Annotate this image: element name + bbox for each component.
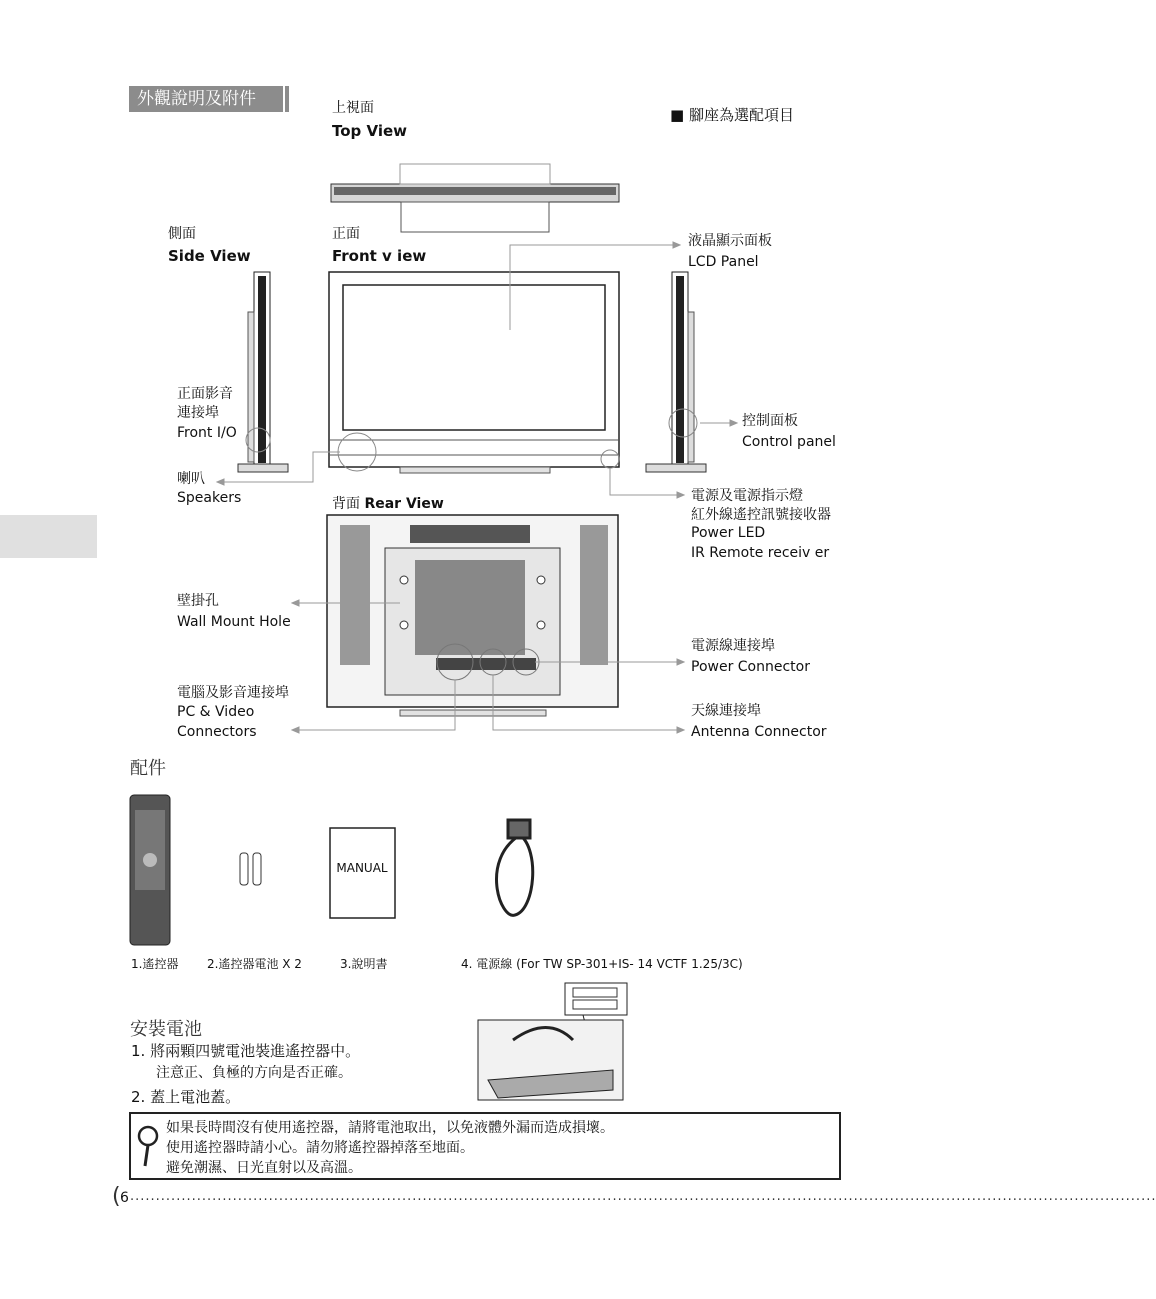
front-view-illustration xyxy=(329,272,619,473)
front-io-label-en: Front I/O xyxy=(177,425,237,441)
power-cord-icon xyxy=(497,820,533,915)
control-panel-label-zh: 控制面板 xyxy=(742,413,798,429)
accessories-illustration xyxy=(120,790,560,950)
battery-step-1: 1. 將兩顆四號電池裝進遙控器中。 xyxy=(131,1042,361,1060)
pc-video-label-zh: 電腦及影音連接埠 xyxy=(177,685,289,701)
magnifier-icon xyxy=(135,1124,161,1170)
lcd-panel-label-zh: 液晶顯示面板 xyxy=(688,233,772,249)
rear-view-illustration xyxy=(327,515,618,716)
top-view-label-en: Top View xyxy=(332,122,408,140)
power-led-label-zh2: 紅外線遙控訊號接收器 xyxy=(691,507,831,523)
side-view-label-en: Side View xyxy=(168,247,251,265)
lcd-panel-label-en: LCD Panel xyxy=(688,254,759,270)
option-note: ■ 腳座為選配項目 xyxy=(670,106,794,124)
battery-install-illustration xyxy=(478,980,628,1102)
front-io-label-zh2: 連接埠 xyxy=(177,405,219,421)
side-view-label-zh: 側面 xyxy=(168,226,196,242)
side-view-right-illustration xyxy=(646,272,706,472)
accessory-item-manual: 3.說明書 xyxy=(340,957,388,971)
front-io-label-zh1: 正面影音 xyxy=(177,386,233,402)
front-view-label-zh: 正面 xyxy=(332,226,360,242)
section-title: 外觀說明及附件 xyxy=(129,86,283,112)
speakers-label-zh: 喇叭 xyxy=(177,471,205,487)
warning-line-2: 使用遙控器時請小心。請勿將遙控器掉落至地面。 xyxy=(166,1140,474,1156)
control-panel-label-en: Control panel xyxy=(742,434,836,450)
wall-mount-label-zh: 壁掛孔 xyxy=(177,593,219,609)
antenna-label-zh: 天線連接埠 xyxy=(691,703,761,719)
rear-view-label: 背面 Rear View xyxy=(332,496,444,512)
power-led-label-en2: IR Remote receiv er xyxy=(691,545,830,561)
page-number: 6 xyxy=(120,1190,129,1206)
warning-box xyxy=(129,1112,841,1180)
battery-icon xyxy=(240,853,261,885)
power-connector-label-zh: 電源線連接埠 xyxy=(691,638,775,654)
accessories-heading: 配件 xyxy=(130,758,166,779)
antenna-label-en: Antenna Connector xyxy=(691,724,827,740)
pc-video-label-en1: PC & Video xyxy=(177,704,255,720)
accessory-item-batteries: 2.遙控器電池 X 2 xyxy=(207,957,302,971)
speakers-label-en: Speakers xyxy=(177,490,242,506)
page-bracket: ( xyxy=(112,1184,121,1209)
manual-cover-text: MANUAL xyxy=(336,861,388,875)
footer-dotted-rule: ........................................................................................................................................................................................................ xyxy=(130,1189,1156,1204)
wall-mount-label-en: Wall Mount Hole xyxy=(177,614,291,630)
front-view-label-en: Front v iew xyxy=(332,247,427,265)
battery-install-heading: 安裝電池 xyxy=(130,1019,202,1040)
pc-video-label-en2: Connectors xyxy=(177,724,257,740)
top-view-label-zh: 上視面 xyxy=(332,100,374,116)
manual-booklet-icon xyxy=(330,828,395,918)
battery-step-1-note: 注意正、負極的方向是否正確。 xyxy=(156,1065,352,1081)
power-led-label-zh1: 電源及電源指示燈 xyxy=(691,488,803,504)
accessory-item-remote: 1.遙控器 xyxy=(131,957,179,971)
warning-line-1: 如果長時間沒有使用遙控器，請將電池取出，以免液體外漏而造成損壞。 xyxy=(166,1120,614,1136)
battery-step-2: 2. 蓋上電池蓋。 xyxy=(131,1088,241,1106)
power-led-label-en1: Power LED xyxy=(691,525,766,541)
side-view-left-illustration xyxy=(238,272,288,472)
accessory-item-power-cord: 4. 電源線 (For TW SP-301+IS- 14 VCTF 1.25/3C) xyxy=(461,957,743,971)
remote-control-icon xyxy=(130,795,170,945)
warning-line-3: 避免潮濕、日光直射以及高溫。 xyxy=(166,1160,362,1176)
power-connector-label-en: Power Connector xyxy=(691,659,810,675)
top-view-illustration xyxy=(331,164,619,232)
